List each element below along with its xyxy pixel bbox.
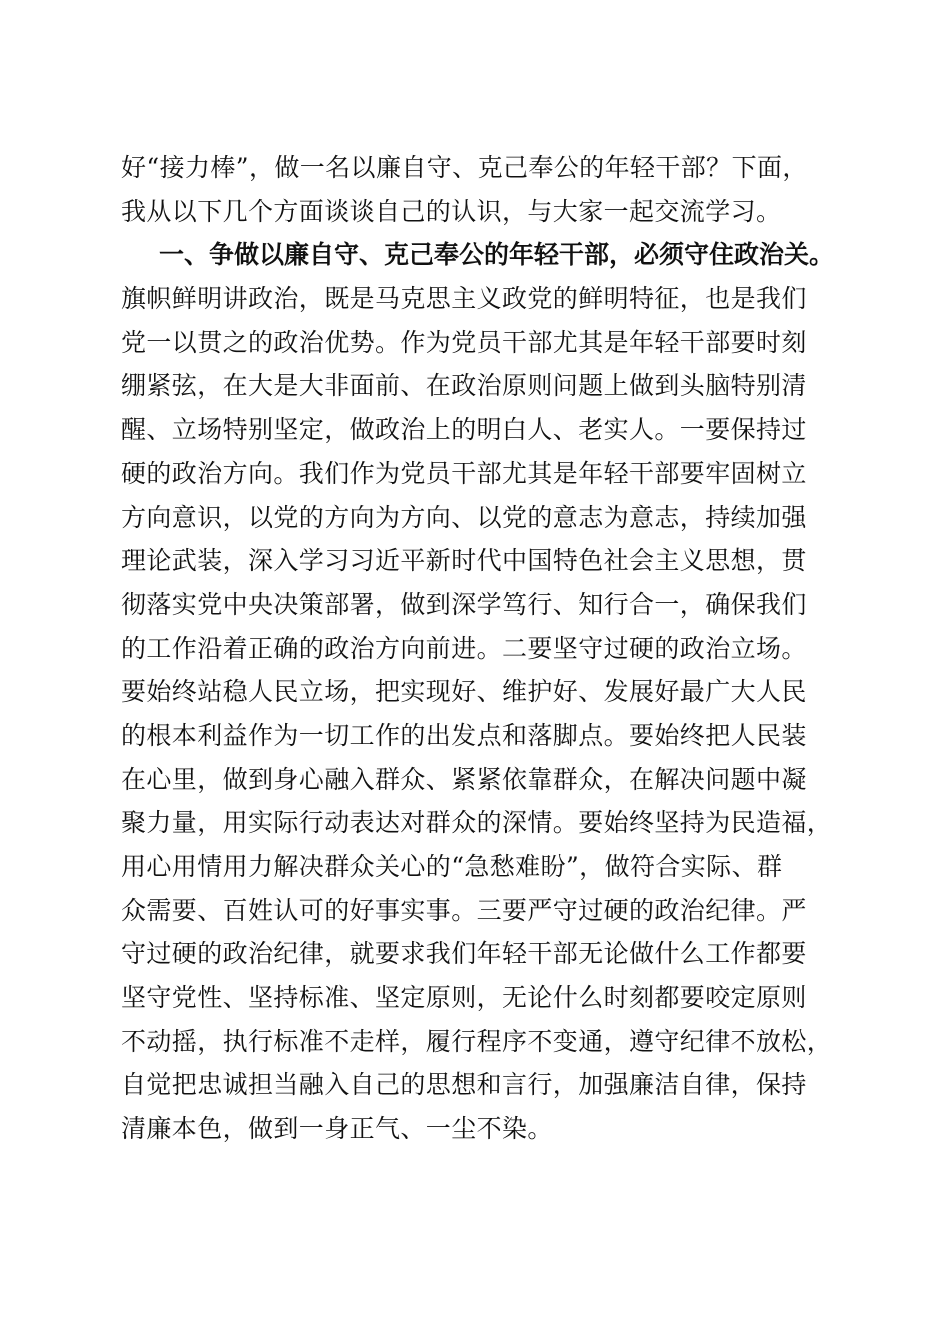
- body-line-5: 硬的政治方向。我们作为党员干部尤其是年轻干部要牢固树立: [121, 458, 807, 488]
- body-line-12: 在心里，做到身心融入群众、紧紧依靠群众，在解决问题中凝: [121, 764, 807, 794]
- body-line-14: 用心用情用力解决群众关心的“急愁难盼”，做符合实际、群: [121, 852, 783, 881]
- body-line-8: 彻落实党中央决策部署，做到深学笃行、知行合一，确保我们: [121, 589, 807, 619]
- document-body: [121, 146, 841, 1151]
- body-line-2: 党一以贯之的政治优势。作为党员干部尤其是年轻干部要时刻: [121, 327, 807, 357]
- body-line-11: 的根本利益作为一切工作的出发点和落脚点。要始终把人民装: [121, 720, 807, 750]
- body-line-19: 自觉把忠诚担当融入自己的思想和言行，加强廉洁自律，保持: [121, 1070, 807, 1100]
- body-line-3: 绷紧弦，在大是大非面前、在政治原则问题上做到头脑特别清: [121, 371, 807, 401]
- body-line-4: 醒、立场特别坚定，做政治上的明白人、老实人。一要保持过: [121, 415, 807, 445]
- body-line-16: 守过硬的政治纪律，就要求我们年轻干部无论做什么工作都要: [121, 939, 807, 969]
- body-line-15: 众需要、百姓认可的好事实事。三要严守过硬的政治纪律。严: [121, 895, 807, 925]
- intro-line-2: 我从以下几个方面谈谈自己的认识，与大家一起交流学习。: [121, 196, 782, 226]
- section-heading: 一、争做以廉自守、克己奉公的年轻干部，必须守住政治关。: [159, 240, 835, 270]
- body-line-7: 理论武装，深入学习习近平新时代中国特色社会主义思想，贯: [121, 546, 807, 576]
- body-line-9: 的工作沿着正确的政治方向前进。二要坚守过硬的政治立场。: [121, 633, 807, 663]
- body-line-18: 不动摇，执行标准不走样，履行程序不变通，遵守纪律不放松，: [121, 1026, 833, 1056]
- body-line-6: 方向意识，以党的方向为方向、以党的意志为意志，持续加强: [121, 502, 807, 532]
- intro-line-1: 好“接力棒”，做一名以廉自守、克己奉公的年轻干部？下面，: [121, 153, 808, 182]
- body-line-10: 要始终站稳人民立场，把实现好、维护好、发展好最广大人民: [121, 677, 807, 707]
- body-line-1: 旗帜鲜明讲政治，既是马克思主义政党的鲜明特征，也是我们: [121, 284, 807, 314]
- body-line-17: 坚守党性、坚持标准、坚定原则，无论什么时刻都要咬定原则: [121, 983, 807, 1013]
- body-line-13: 聚力量，用实际行动表达对群众的深情。要始终坚持为民造福，: [121, 808, 833, 838]
- body-line-20: 清廉本色，做到一身正气、一尘不染。: [121, 1114, 553, 1144]
